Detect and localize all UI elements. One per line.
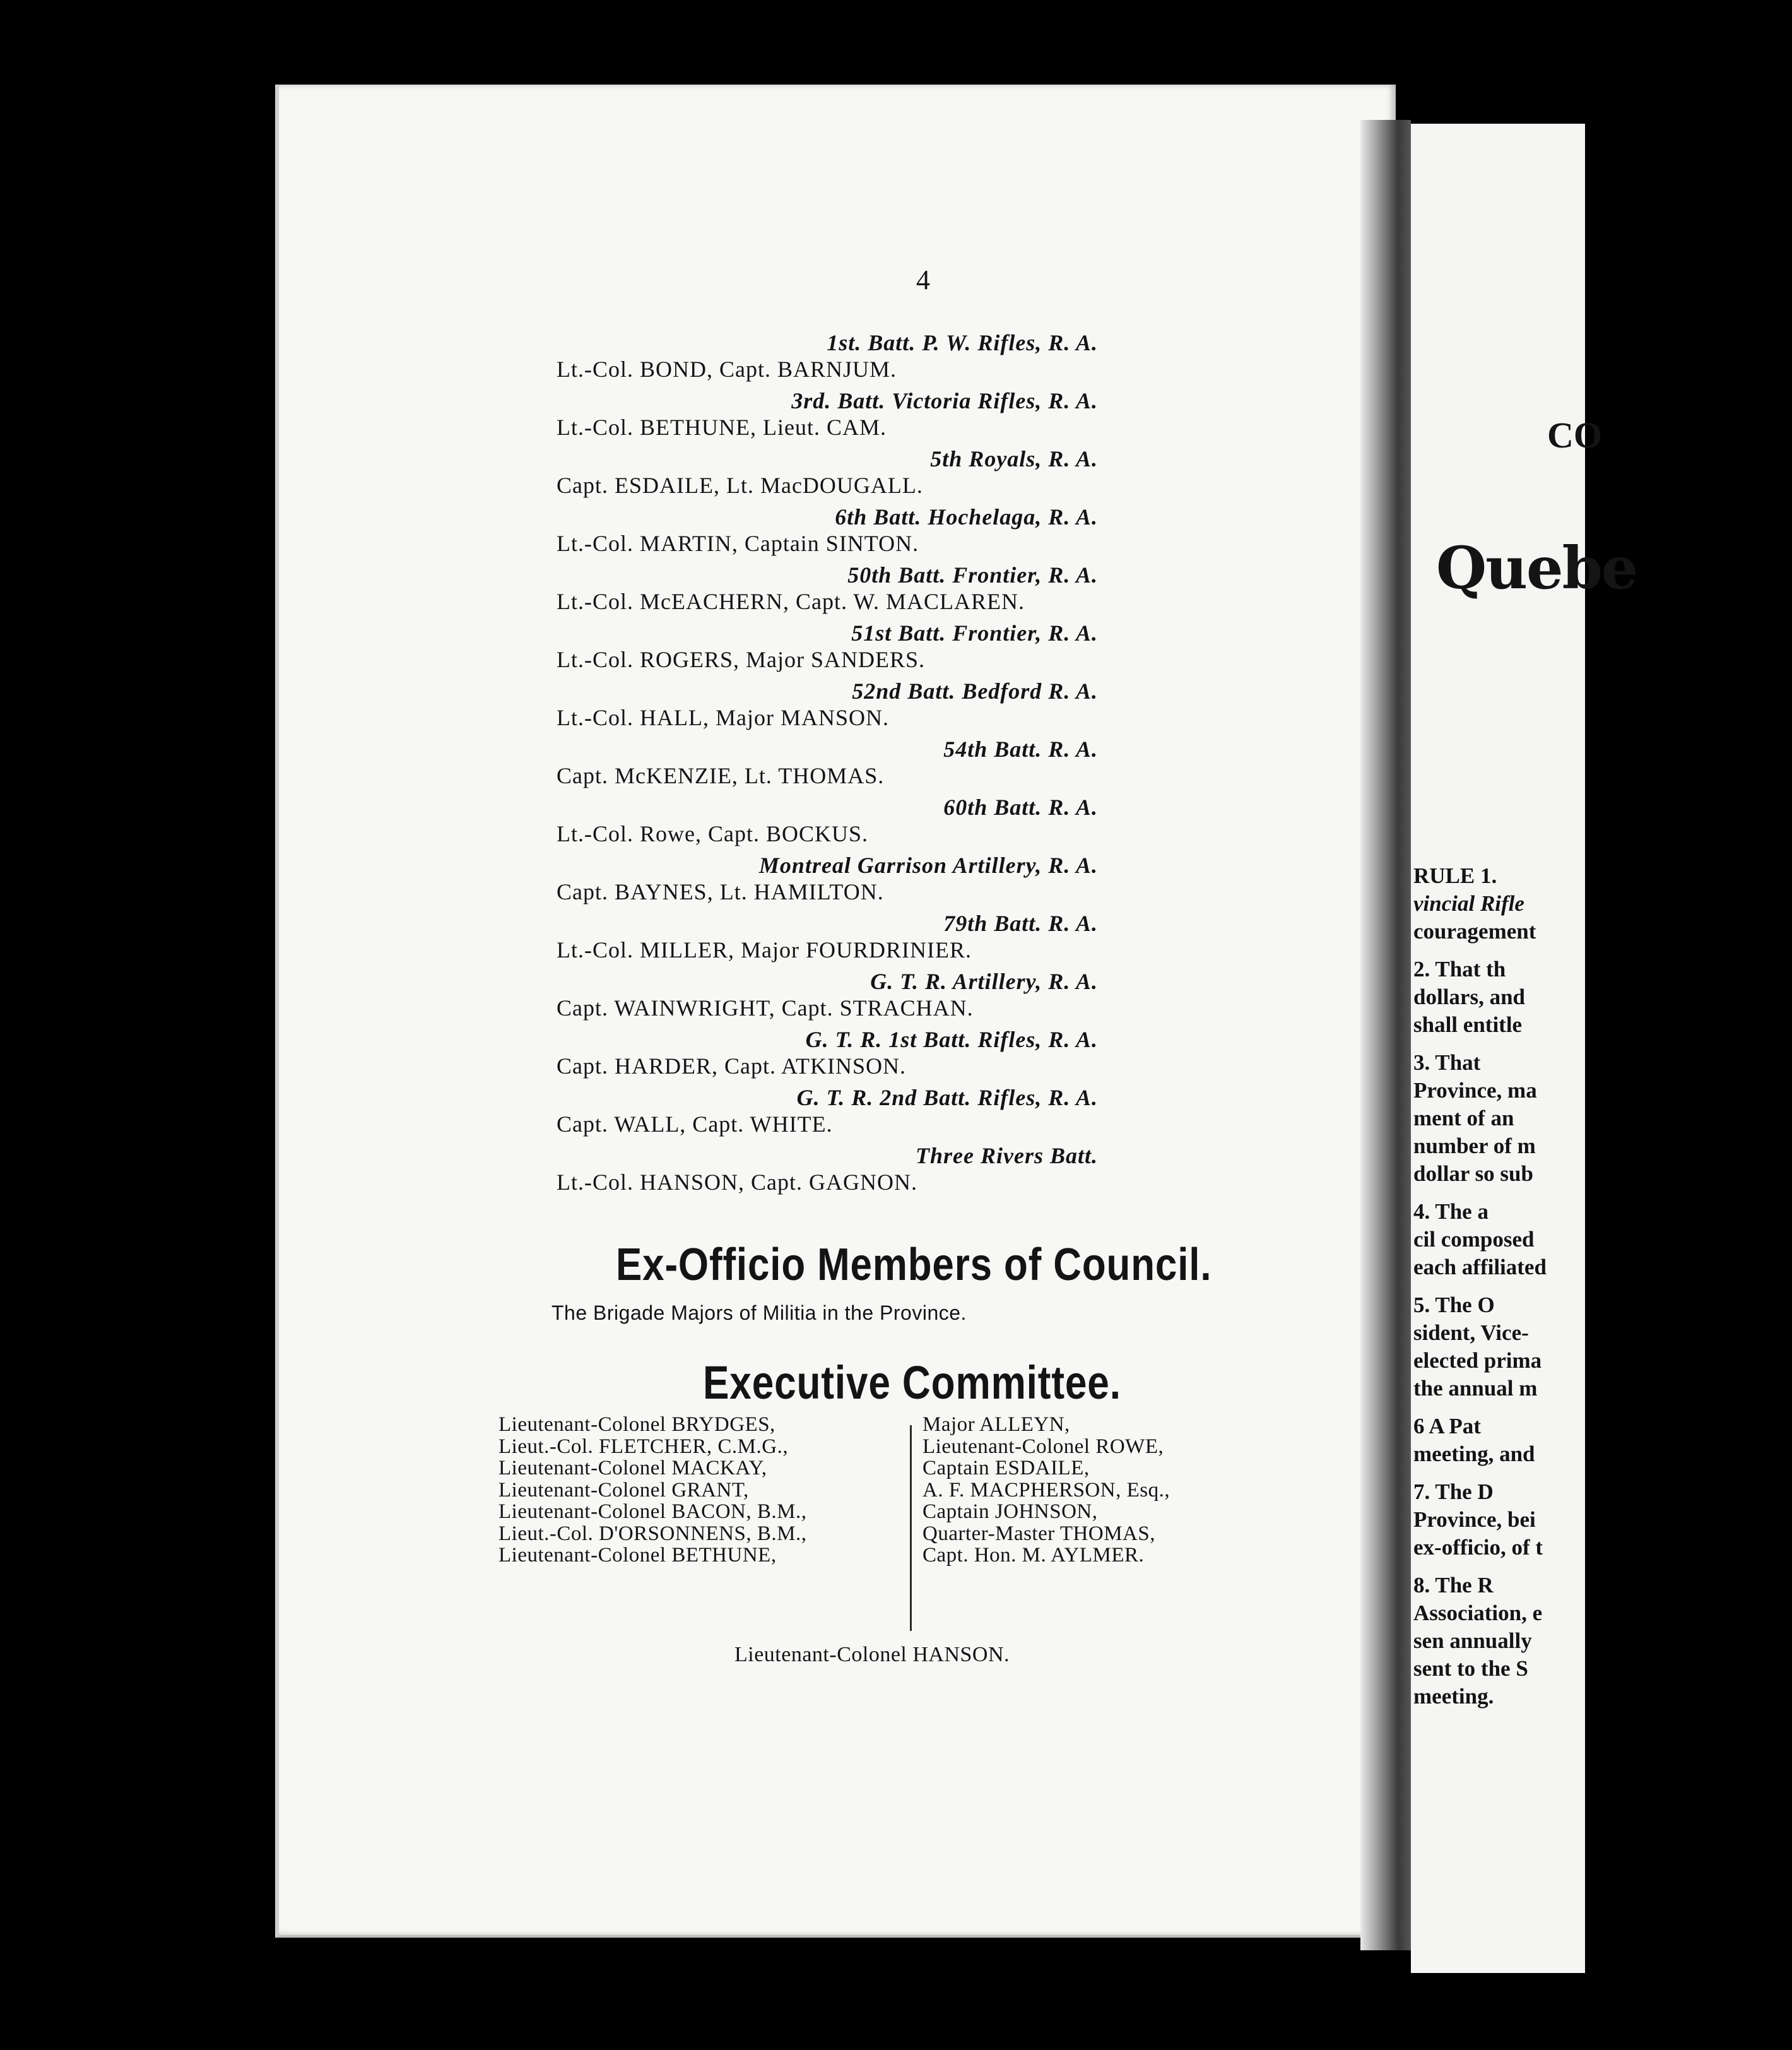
committee-member: Lieutenant-Colonel MACKAY,	[498, 1457, 767, 1479]
rule-text-line: ment of an	[1413, 1106, 1514, 1130]
paragraph-gap	[1413, 1188, 1792, 1198]
unit-officers: Lt.-Col. MARTIN, Captain SINTON.	[557, 531, 919, 556]
committee-member: Quarter-Master THOMAS,	[923, 1522, 1155, 1545]
unit-name: Three Rivers Batt.	[916, 1143, 1098, 1168]
right-page-subtitle-fragment: Quebe	[1436, 534, 1637, 602]
rule-text-line: meeting, and	[1413, 1442, 1535, 1466]
rule-text-line: ex-officio, of t	[1413, 1535, 1543, 1560]
unit-officers: Lt.-Col. BETHUNE, Lieut. CAM.	[557, 415, 887, 440]
unit-officers: Lt.-Col. MILLER, Major FOURDRINIER.	[557, 937, 972, 963]
rule-text-line: sent to the S	[1413, 1656, 1528, 1681]
committee-member: Lieutenant-Colonel BRYDGES,	[498, 1413, 775, 1436]
rule-text-line: Association, e	[1413, 1601, 1543, 1625]
unit-entry	[557, 446, 1137, 499]
unit-entry	[557, 736, 1137, 789]
rule-text-line: meeting.	[1413, 1684, 1494, 1709]
unit-entry	[557, 504, 1137, 557]
unit-officers: Lt.-Col. Rowe, Capt. BOCKUS.	[557, 821, 869, 846]
unit-entry	[557, 1026, 1137, 1079]
right-page	[1411, 124, 1637, 1973]
unit-officers: Lt.-Col. HANSON, Capt. GAGNON.	[557, 1170, 917, 1195]
paragraph-gap	[1413, 1468, 1792, 1478]
committee-member: Lieutenant-Colonel BACON, B.M.,	[498, 1500, 807, 1523]
unit-officer-list	[557, 329, 1137, 1200]
rule-text-line: 2. That th	[1413, 957, 1506, 981]
executive-committee-final-member: Lieutenant-Colonel HANSON.	[734, 1643, 1010, 1666]
book-gutter	[1360, 120, 1411, 1950]
committee-member: Lieut.-Col. FLETCHER, C.M.G.,	[498, 1435, 789, 1458]
unit-officers: Lt.-Col. BOND, Capt. BARNJUM.	[557, 357, 897, 382]
committee-member: Lieut.-Col. D'ORSONNENS, B.M.,	[498, 1522, 807, 1545]
rule-text-line: number of m	[1413, 1134, 1536, 1158]
rule-text-line: cil composed	[1413, 1227, 1535, 1252]
rule-text-line: elected prima	[1413, 1348, 1542, 1373]
rule-text-line: vincial Rifle	[1413, 891, 1524, 916]
unit-officers: Capt. BAYNES, Lt. HAMILTON.	[557, 879, 884, 904]
paragraph-gap	[1413, 1281, 1792, 1291]
unit-name: G. T. R. Artillery, R. A.	[870, 969, 1098, 994]
rule-text-line: the annual m	[1413, 1376, 1538, 1401]
unit-name: 60th Batt. R. A.	[943, 795, 1098, 820]
unit-officers: Lt.-Col. ROGERS, Major SANDERS.	[557, 647, 926, 672]
rule-text-line: dollar so sub	[1413, 1161, 1533, 1186]
committee-member: Lieutenant-Colonel ROWE,	[923, 1435, 1164, 1458]
committee-member: Capt. Hon. M. AYLMER.	[923, 1544, 1145, 1567]
unit-name: 79th Batt. R. A.	[943, 911, 1098, 936]
unit-entry	[557, 1142, 1137, 1195]
unit-name: 6th Batt. Hochelaga, R. A.	[835, 504, 1098, 530]
rule-text-line: 7. The D	[1413, 1479, 1494, 1504]
committee-member: A. F. MACPHERSON, Esq.,	[923, 1478, 1170, 1502]
unit-name: 51st Batt. Frontier, R. A.	[851, 620, 1098, 646]
page-number: 4	[916, 264, 930, 295]
paragraph-gap	[1413, 1402, 1792, 1413]
unit-officers: Capt. WALL, Capt. WHITE.	[557, 1111, 833, 1137]
committee-member: Lieutenant-Colonel GRANT,	[498, 1478, 749, 1502]
rule-text-line: dollars, and	[1413, 985, 1525, 1009]
rule-text-line: couragement	[1413, 919, 1536, 944]
rule-text-line: RULE 1.	[1413, 863, 1497, 888]
rule-text-line: 4. The a	[1413, 1199, 1488, 1224]
paragraph-gap	[1413, 945, 1792, 956]
rule-text-line: 3. That	[1413, 1050, 1481, 1075]
executive-committee-left-column	[498, 1414, 883, 1567]
executive-committee-heading: Executive Committee.	[703, 1356, 1121, 1409]
right-page-title-fragment: CO	[1547, 415, 1602, 456]
rule-text-line: shall entitle	[1413, 1012, 1523, 1037]
unit-name: G. T. R. 2nd Batt. Rifles, R. A.	[796, 1085, 1098, 1110]
unit-officers: Capt. WAINWRIGHT, Capt. STRACHAN.	[557, 995, 974, 1021]
unit-name: Montreal Garrison Artillery, R. A.	[758, 853, 1098, 878]
rule-text-line: 6 A Pat	[1413, 1414, 1481, 1438]
unit-name: 52nd Batt. Bedford R. A.	[852, 678, 1098, 704]
unit-entry	[557, 794, 1137, 847]
unit-entry	[557, 562, 1137, 615]
unit-officers: Capt. McKENZIE, Lt. THOMAS.	[557, 763, 885, 788]
paragraph-gap	[1413, 1561, 1792, 1572]
paragraph-gap	[1413, 1039, 1792, 1049]
unit-entry	[557, 1084, 1137, 1137]
unit-entry	[557, 968, 1137, 1021]
unit-officers: Lt.-Col. McEACHERN, Capt. W. MACLAREN.	[557, 589, 1025, 614]
committee-member: Captain JOHNSON,	[923, 1500, 1098, 1523]
unit-entry	[557, 910, 1137, 963]
unit-entry	[557, 388, 1137, 441]
unit-entry	[557, 678, 1137, 731]
rule-text-line: Province, ma	[1413, 1078, 1537, 1103]
committee-member: Lieutenant-Colonel BETHUNE,	[498, 1544, 777, 1567]
rule-text-line: each affiliated	[1413, 1255, 1547, 1279]
rule-text-line: 8. The R	[1413, 1573, 1494, 1597]
unit-name: 3rd. Batt. Victoria Rifles, R. A.	[791, 388, 1098, 413]
unit-officers: Capt. HARDER, Capt. ATKINSON.	[557, 1053, 907, 1079]
unit-name: 50th Batt. Frontier, R. A.	[847, 562, 1098, 588]
ex-officio-heading: Ex-Officio Members of Council.	[616, 1240, 1212, 1290]
unit-entry	[557, 852, 1137, 905]
unit-name: G. T. R. 1st Batt. Rifles, R. A.	[805, 1027, 1098, 1052]
rule-text-line: Province, bei	[1413, 1507, 1536, 1532]
rule-text-line: sen annually	[1413, 1628, 1532, 1653]
unit-officers: Lt.-Col. HALL, Major MANSON.	[557, 705, 889, 730]
committee-member: Major ALLEYN,	[923, 1413, 1070, 1436]
executive-committee-right-column	[923, 1414, 1364, 1567]
ex-officio-note: The Brigade Majors of Militia in the Province.	[551, 1301, 967, 1324]
unit-entry	[557, 329, 1137, 382]
unit-name: 54th Batt. R. A.	[943, 737, 1098, 762]
unit-name: 5th Royals, R. A.	[930, 446, 1098, 471]
unit-name: 1st. Batt. P. W. Rifles, R. A.	[827, 330, 1098, 355]
column-divider	[910, 1425, 912, 1631]
rule-text-line: sident, Vice-	[1413, 1320, 1529, 1345]
right-page-rules-text	[1413, 862, 1792, 1710]
unit-officers: Capt. ESDAILE, Lt. MacDOUGALL.	[557, 473, 923, 498]
rule-text-line: 5. The O	[1413, 1293, 1495, 1317]
committee-member: Captain ESDAILE,	[923, 1457, 1090, 1479]
unit-entry	[557, 620, 1137, 673]
